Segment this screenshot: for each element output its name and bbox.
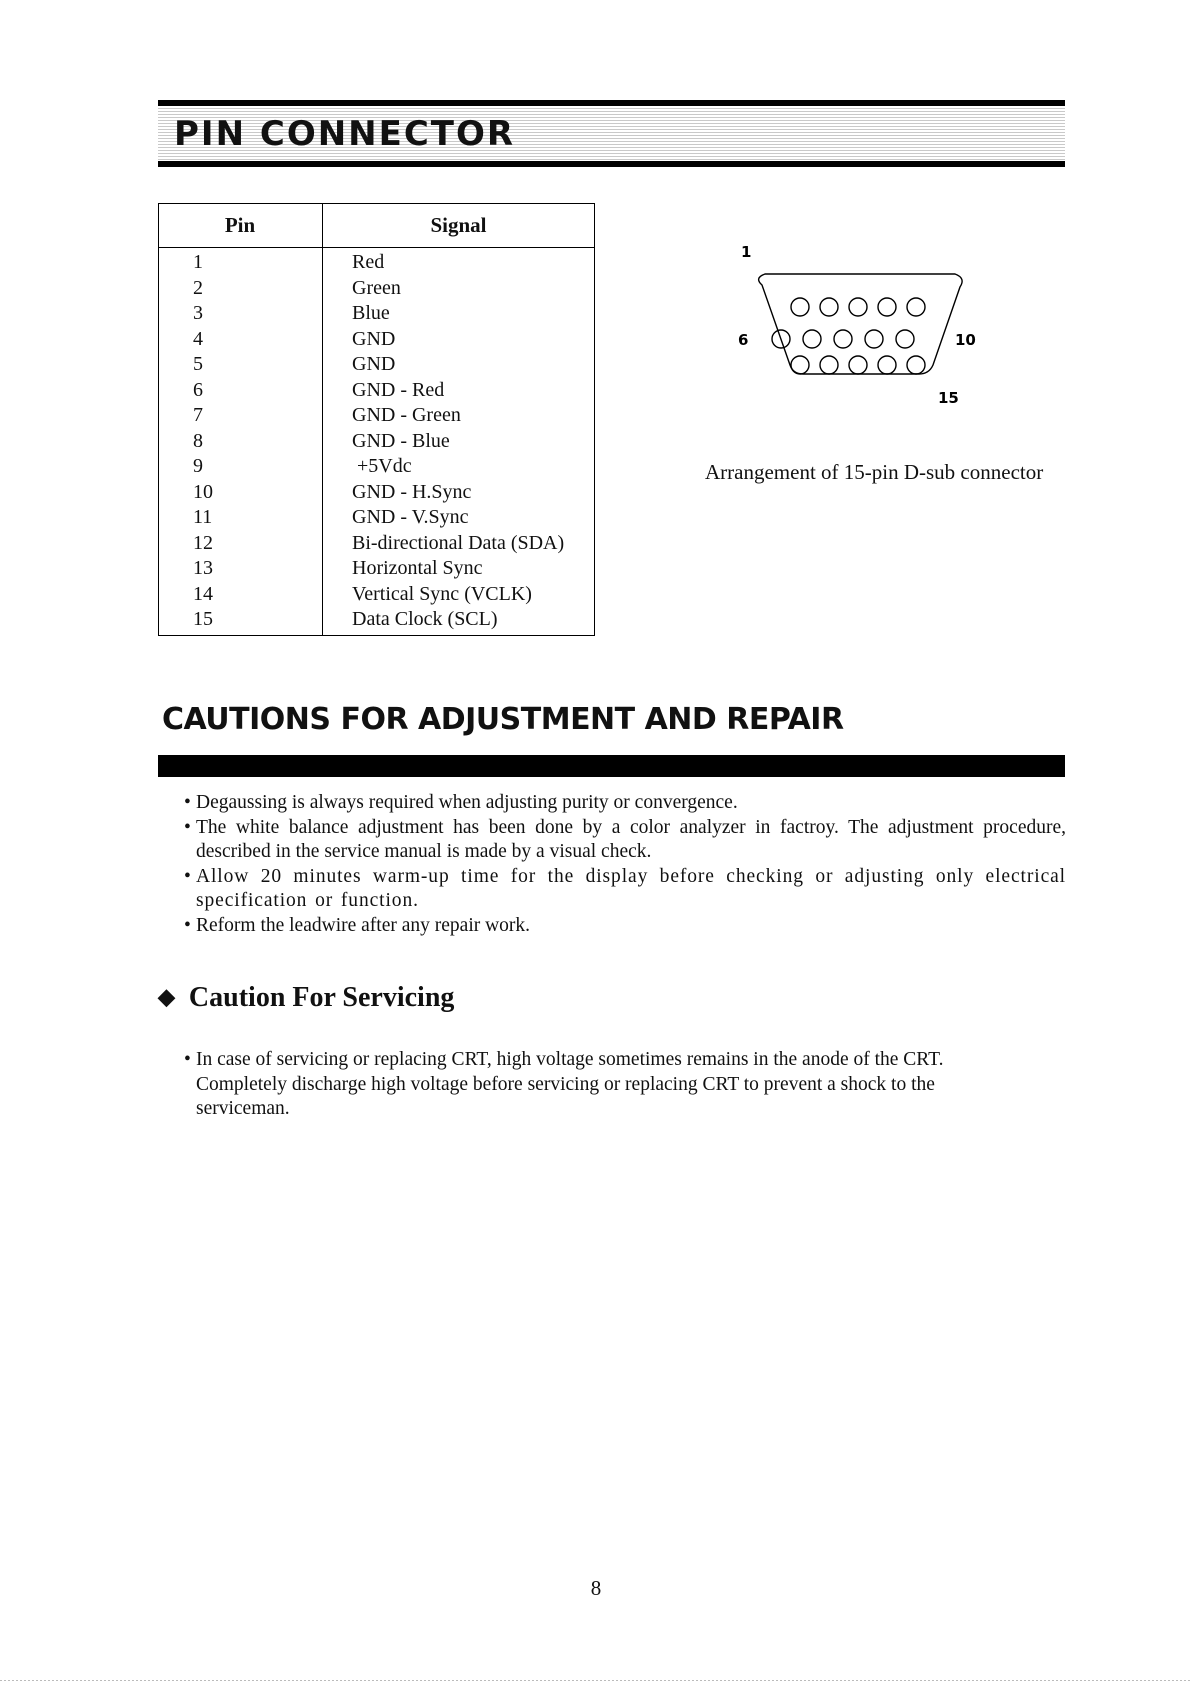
list-item xyxy=(184,1048,1004,1122)
pin-number: 8 xyxy=(193,429,203,452)
table-row xyxy=(158,327,595,353)
pin-number: 3 xyxy=(193,302,203,324)
pin-number: 9 xyxy=(193,455,203,477)
dsub-connector-diagram xyxy=(735,245,985,415)
pin-number: 11 xyxy=(193,506,213,528)
table-row xyxy=(158,250,595,276)
pin-hole xyxy=(820,356,838,374)
table-header-divider xyxy=(158,247,595,248)
pin-signal: Bi-directional Data (SDA) xyxy=(352,531,565,554)
footer-rule xyxy=(0,1680,1192,1681)
pin-label-1: 1 xyxy=(741,245,752,261)
pin-signal: Blue xyxy=(352,302,390,324)
diamond-icon: ◆ xyxy=(158,984,175,1009)
table-row xyxy=(158,556,595,582)
pin-label-6: 6 xyxy=(738,331,749,349)
connector-shell xyxy=(759,274,962,374)
table-row xyxy=(158,301,595,327)
header-top-rule xyxy=(158,100,1065,106)
pin-signal: Horizontal Sync xyxy=(352,557,483,579)
pin-number: 15 xyxy=(193,608,213,630)
pin-hole xyxy=(878,356,896,374)
list-item-text: Degaussing is always required when adjusting purity or convergence. xyxy=(196,792,738,813)
cautions-list xyxy=(184,791,1066,938)
list-item xyxy=(184,816,1066,865)
pin-signal: GND xyxy=(352,327,396,350)
list-item-text: Reform the leadwire after any repair work. xyxy=(196,914,531,936)
page-title: PIN CONNECTOR xyxy=(174,114,516,154)
table-row xyxy=(158,429,595,455)
servicing-list xyxy=(184,1048,1004,1122)
list-item-text: In case of servicing or replacing CRT, high voltage sometimes remains in the anode of the CRT. Completely discharge high voltage before servicing or replacing CRT to prevent a shock to the serviceman. xyxy=(196,1049,944,1119)
bullet: • xyxy=(184,865,192,887)
bullet: • xyxy=(184,914,191,936)
list-item xyxy=(184,791,1066,816)
pin-signal: GND - H.Sync xyxy=(352,480,472,503)
pin-hole xyxy=(791,356,809,374)
table-row xyxy=(158,276,595,302)
pin-number: 13 xyxy=(193,557,213,579)
list-item xyxy=(184,865,1066,914)
table-row xyxy=(158,607,595,633)
pin-hole xyxy=(834,330,852,348)
pin-signal: Data Clock (SCL) xyxy=(352,608,498,630)
list-item xyxy=(184,914,1066,939)
page-number: 8 xyxy=(590,1576,602,1600)
pin-signal: GND - Blue xyxy=(352,429,450,452)
pin-signal: GND - Green xyxy=(352,404,461,426)
pin-hole xyxy=(803,330,821,348)
pin-number: 5 xyxy=(193,353,203,375)
servicing-heading-text: Caution For Servicing xyxy=(188,982,455,1013)
bullet: • xyxy=(184,1049,191,1070)
pin-signal: GND - V.Sync xyxy=(352,506,469,528)
pin-signal: +5Vdc xyxy=(352,455,412,477)
pin-number: 7 xyxy=(193,404,203,426)
pin-hole xyxy=(791,298,809,316)
pin-hole xyxy=(896,330,914,348)
pin-label-15: 15 xyxy=(938,389,959,407)
table-row xyxy=(158,480,595,506)
pin-signal: GND xyxy=(352,353,396,375)
pin-number: 14 xyxy=(193,582,213,605)
table-row xyxy=(158,403,595,429)
pin-number: 6 xyxy=(193,378,203,401)
pin-signal: GND - Red xyxy=(352,378,445,401)
pin-hole xyxy=(878,298,896,316)
pin-number: 12 xyxy=(193,531,213,554)
pin-number: 1 xyxy=(193,251,203,273)
pin-holes xyxy=(772,298,925,374)
pin-label-10: 10 xyxy=(955,331,976,349)
table-header-signal: Signal xyxy=(430,213,487,237)
list-item-text: Allow 20 minutes warm-up time for the display before checking or adjusting only electrical specification or function. xyxy=(196,865,1066,911)
pin-table-body xyxy=(158,250,595,633)
connector-caption: Arrangement of 15-pin D-sub connector xyxy=(705,460,1044,484)
table-row xyxy=(158,582,595,608)
table-row xyxy=(158,454,595,480)
table-row xyxy=(158,352,595,378)
table-header-pin: Pin xyxy=(224,213,256,237)
pin-number: 2 xyxy=(193,276,203,299)
table-row xyxy=(158,505,595,531)
list-item-text: The white balance adjustment has been done by a color analyzer in factroy. The adjustment procedure, described in the service manual is made by a visual check. xyxy=(196,816,1066,862)
pin-hole xyxy=(849,356,867,374)
bullet: • xyxy=(184,816,191,838)
pin-hole xyxy=(907,356,925,374)
pin-hole xyxy=(820,298,838,316)
servicing-heading xyxy=(158,980,454,1017)
cautions-heading: CAUTIONS FOR ADJUSTMENT AND REPAIR xyxy=(162,702,844,737)
pin-hole xyxy=(865,330,883,348)
bullet: • xyxy=(184,792,191,813)
pin-number: 4 xyxy=(193,327,203,350)
pin-signal: Green xyxy=(352,276,401,299)
header-bottom-rule xyxy=(158,161,1065,167)
table-row xyxy=(158,531,595,557)
pin-signal: Red xyxy=(352,251,385,273)
cautions-rule xyxy=(158,755,1065,777)
pin-hole xyxy=(849,298,867,316)
pin-hole xyxy=(907,298,925,316)
pin-signal: Vertical Sync (VCLK) xyxy=(352,582,532,605)
table-row xyxy=(158,378,595,404)
pin-number: 10 xyxy=(193,480,213,503)
